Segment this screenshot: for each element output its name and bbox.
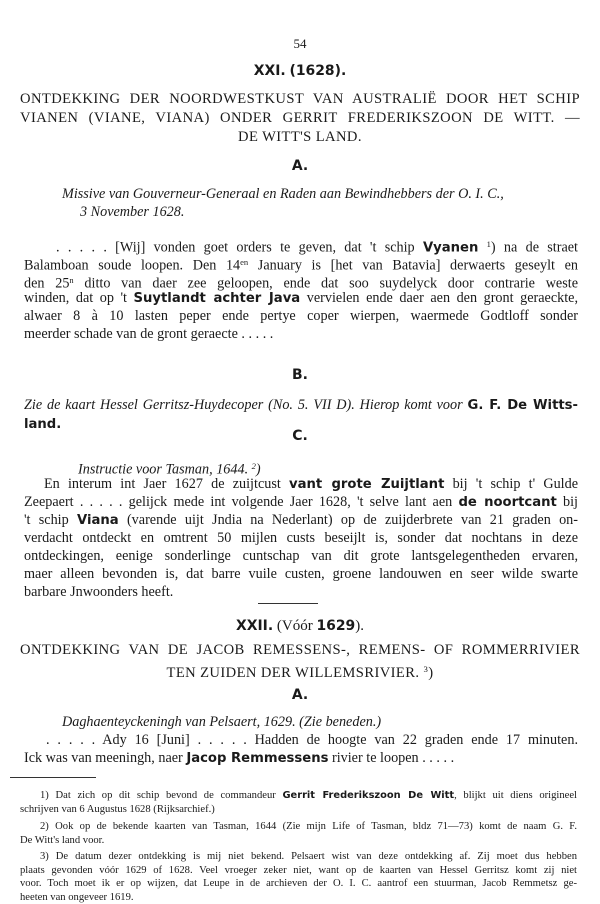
text-run: Balamboan soude loopen. Den 14 xyxy=(24,257,241,274)
bold-name: (1628). xyxy=(289,63,347,79)
bold-name: A. xyxy=(291,158,309,174)
text-run: Daghaenteyckeningh van Pelsaert, 1629. (Zie beneden.) xyxy=(62,714,382,730)
text-run: VIANEN (VIANE, VIANA) ONDER GERRIT FREDERIKSZOON DE WITT. — xyxy=(20,110,580,126)
text-line xyxy=(20,803,577,816)
text-run: Missive van Gouverneur-Generaal en Raden aan Bewindhebbers der O. I. C., xyxy=(62,186,504,202)
bold-name: G. F. De Witts-land. xyxy=(24,398,579,432)
section-divider xyxy=(258,603,318,604)
text-run: (varende uijt Jndia na Nederlant) op de zuijderbrete van 21 graden on- xyxy=(118,512,578,528)
footnote-divider xyxy=(10,777,96,778)
bold-name: vant grote Zuijtlant xyxy=(289,477,445,492)
text-run: winden, dat op 't xyxy=(24,290,134,306)
bold-name: 1629 xyxy=(316,618,356,634)
bold-name: Vyanen xyxy=(422,240,479,256)
bold-name: Gerrit Frederikszoon De Witt xyxy=(282,790,455,801)
text-line xyxy=(24,529,578,547)
text-run: maer alleen bevonden is, dat barre vuile custen, groene landouwen en seer wilde swarte xyxy=(24,566,578,582)
text-line xyxy=(62,713,562,731)
text-run: Zeepaert . . . . . gelijck mede int volgende Jaer 1628, 't selve lant aen xyxy=(24,494,459,510)
text-line xyxy=(24,493,578,512)
text-run: . . . . . [Wij] vonden goet orders te geven, dat 't schip xyxy=(56,239,423,256)
text-run: verdacht ontdeckt en omtrent 50 mijlen custs beseijlt is, sonder dat nochtans in deze xyxy=(24,530,578,546)
text-line xyxy=(24,565,578,583)
text-run: ONTDEKKING DER NOORDWESTKUST VAN AUSTRALIË DOOR HET SCHIP xyxy=(20,91,580,107)
text-run: bij xyxy=(556,494,579,510)
text-line xyxy=(20,864,577,877)
text-run: TEN ZUIDEN DER WILLEMSRIVIER. xyxy=(166,664,424,681)
text-run: ) xyxy=(255,461,261,478)
text-run: plaats gevonden vóór 1629 of 1628. Veel vroeger zeker niet, want op de kaarten van Hessel Gerritsz komt zij niet xyxy=(20,864,577,876)
text-run: De Witt's land voor. xyxy=(20,834,105,846)
bold-name: Viana xyxy=(77,513,119,528)
text-line xyxy=(62,185,562,203)
footnote-ref: 2 xyxy=(251,461,256,471)
text-run: schrijven van 6 Augustus 1628 (Rijksarchief.) xyxy=(20,803,215,815)
text-run: , blijkt uit diens origineel xyxy=(454,790,577,801)
text-line xyxy=(0,686,600,704)
bold-name: de noortcant xyxy=(458,495,557,510)
text-line xyxy=(24,511,578,530)
text-line xyxy=(40,820,577,833)
page-number: 54 xyxy=(293,36,307,51)
footnote-ref: en xyxy=(240,257,249,267)
text-run: DE WITT'S LAND. xyxy=(238,129,362,145)
text-run: alwaer 8 à 10 lasten peper ende pertye coper wierpen, waermede Godtloff sonder xyxy=(24,308,578,324)
bold-name: XXII. xyxy=(235,618,274,634)
text-run: barbare Jnwoonders heeft. xyxy=(24,584,174,600)
text-line xyxy=(44,475,578,494)
bold-name: A. xyxy=(291,687,309,703)
text-line xyxy=(0,62,600,80)
text-run: (Vóór xyxy=(273,618,317,634)
text-run: heeten van ongeveer 1619. xyxy=(20,891,134,903)
text-line xyxy=(20,877,577,890)
text-run: ) na de straet xyxy=(490,239,579,256)
text-line xyxy=(24,547,578,565)
text-line xyxy=(40,789,577,802)
text-line xyxy=(20,128,580,146)
text-run: ditto van daer zee geloopen, ende dat soo suydelyck door contrarie weste xyxy=(73,275,578,292)
text-run: ontdeckingen, eenige sonderlinge cuntschap van dit grote lantsgelegentheden ervaren, xyxy=(24,548,578,564)
text-line xyxy=(0,427,600,445)
text-run: ). xyxy=(355,618,365,634)
text-run: vervielen ende daer aen den gront geraeckte, xyxy=(300,290,578,306)
text-line xyxy=(24,583,578,601)
bold-name: C. xyxy=(292,428,308,444)
text-line xyxy=(24,325,578,343)
text-run: . . . . . Ady 16 [Juni] . . . . . Hadden de hoogte van 22 graden ende 17 minuten. xyxy=(46,732,578,748)
text-run: 2) Ook op de bekende kaarten van Tasman, 1644 (Zie mijn Life of Tasman, bldz 71—73) komt de naam G. F. xyxy=(40,821,577,832)
text-line xyxy=(20,109,580,127)
bold-name: Suytlandt achter Java xyxy=(133,291,301,306)
text-run: meerder schade van de gront geraecte . . . . . xyxy=(24,326,274,342)
text-run: 3 November 1628. xyxy=(80,204,185,220)
text-run: En interum int Jaer 1627 de zuijtcust xyxy=(44,476,290,492)
footnote-ref: n xyxy=(69,275,74,285)
footnote-ref: 1 xyxy=(486,239,491,249)
text-run: rivier te loopen . . . . . xyxy=(328,750,455,766)
text-run: Instructie voor Tasman, 1644. xyxy=(78,461,252,478)
text-line xyxy=(20,660,580,682)
text-line xyxy=(40,850,577,863)
bold-name: Jacop Remmessens xyxy=(186,751,329,766)
text-line xyxy=(20,641,580,659)
text-line xyxy=(0,617,600,635)
text-run: 3) De datum dezer ontdekking is mij niet bekend. Pelsaert wist van deze ontdekking af. Zij moet dus hebben xyxy=(40,851,577,862)
text-line xyxy=(24,307,578,325)
text-line xyxy=(80,203,562,221)
text-line xyxy=(20,891,577,904)
text-run: 1) Dat zich op dit schip bevond de commandeur xyxy=(40,790,283,801)
text-run: ONTDEKKING VAN DE JACOB REMESSENS-, REMENS- OF ROMMERRIVIER xyxy=(20,642,580,658)
text-run: 't schip xyxy=(24,512,77,528)
bold-name: XXI. xyxy=(253,63,286,79)
footnote-ref: 3 xyxy=(423,664,429,674)
text-line xyxy=(20,90,580,108)
text-run: voor. Toch moet ik er op wijzen, dat Leupe in de archieven der O. I. C. aantrof een stuurman, Jacob Remmetsz ge- xyxy=(20,878,577,889)
text-line xyxy=(0,157,600,175)
text-run: ) xyxy=(428,664,434,681)
text-run: bij 't schip t' Gulde xyxy=(444,476,579,492)
text-line xyxy=(24,289,578,308)
text-run: Ick was van meeningh, naer xyxy=(24,750,187,766)
bold-name: B. xyxy=(292,367,308,383)
text-run: Zie de kaart Hessel Gerritsz-Huydecoper (No. 5. VII D). Hierop komt voor xyxy=(24,397,468,413)
text-line xyxy=(46,731,578,749)
text-line xyxy=(0,366,600,384)
text-run: den 25 xyxy=(24,275,70,292)
text-line xyxy=(24,749,578,768)
text-run: January is [het van Batavia] derwaerts geseylt en xyxy=(248,257,578,274)
text-line xyxy=(20,834,577,847)
